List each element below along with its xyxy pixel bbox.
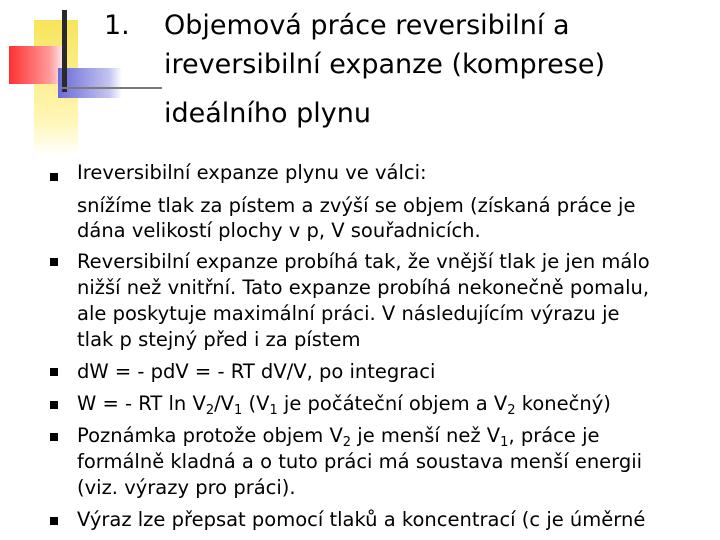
decor-horizontal-line bbox=[62, 87, 162, 89]
text-line: (viz. výrazy pro práci). bbox=[77, 476, 296, 499]
title-line-1: Objemová práce reversibilní a bbox=[164, 10, 570, 41]
bullet-6-icon bbox=[50, 517, 58, 525]
bullet-2-icon bbox=[50, 258, 58, 266]
text-line: dW = - pdV = - RT dV/V, po integraci bbox=[77, 360, 436, 383]
note-line: Poznámka protože objem $V_2$ je menší než $V_1$, práce je bbox=[77, 424, 600, 450]
text-line: snížíme tlak za pístem a zvýší se objem (získaná práce je bbox=[77, 194, 636, 217]
decor-blue-square bbox=[58, 68, 122, 98]
text-line: formálně kladná a o tuto práci má soustava menší energii bbox=[77, 450, 643, 473]
text-line: nižší než vnitřní. Tato expanze probíhá nekonečně pomalu, bbox=[77, 276, 650, 299]
title-number: 1. bbox=[104, 10, 130, 41]
text-line: dána velikostí plochy v p, V souřadnicích. bbox=[77, 219, 481, 242]
bullet-1-icon bbox=[50, 173, 58, 181]
text-line: Reversibilní expanze probíhá tak, že vnější tlak je jen málo bbox=[77, 250, 650, 273]
text-line: Výraz lze přepsat pomocí tlaků a koncentrací (c je úměrné bbox=[77, 508, 646, 531]
title-line-3: ideálního plynu bbox=[164, 98, 371, 129]
work-equation-line: W = - RT $\ln V_2/V_1$ ($V_1$ je počáteční objem a $V_2$ konečný) bbox=[77, 392, 611, 418]
title-line-2: ireversibilní expanze (komprese) bbox=[164, 49, 605, 80]
bullet-4-icon bbox=[50, 401, 58, 409]
text-line: tlak p stejný před i za pístem bbox=[77, 328, 361, 351]
text-line: ale poskytuje maximální práci. V následujícím výrazu je bbox=[77, 302, 620, 325]
text-line: Ireversibilní expanze plynu ve válci: bbox=[77, 161, 427, 184]
bullet-3-icon bbox=[50, 368, 58, 376]
bullet-5-icon bbox=[50, 433, 58, 441]
decor-vertical-line bbox=[62, 10, 67, 92]
